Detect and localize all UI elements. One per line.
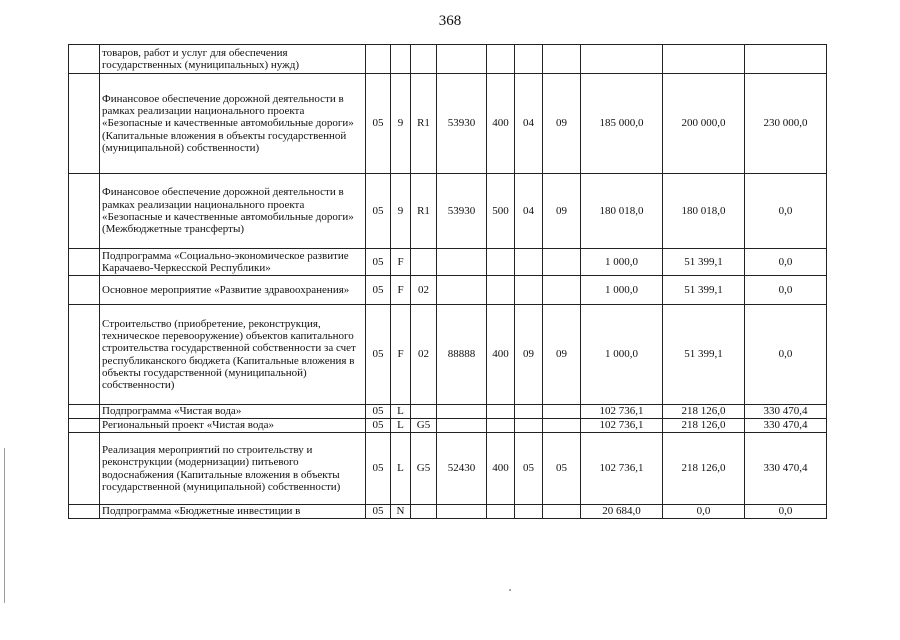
code-program: 05 <box>366 505 391 519</box>
code-expense-type <box>487 45 515 74</box>
code-subprogram: F <box>391 276 411 305</box>
code-direction <box>437 419 487 433</box>
amount-year-2: 218 126,0 <box>663 405 745 419</box>
code-expense-type <box>487 505 515 519</box>
row-name: товаров, работ и услуг для обеспечения государственных (муниципальных) нужд) <box>100 45 366 74</box>
code-subsection: 05 <box>543 433 581 505</box>
row-name: Строительство (приобретение, реконструкция, техническое перевооружение) объектов капитального строительства государственной собственности за счет республиканского бюджета (Капитальные вложения в объекты государственной (муниципальной) собственности) <box>100 305 366 405</box>
code-program: 05 <box>366 405 391 419</box>
table-row <box>69 276 827 305</box>
scan-dust-mark <box>509 589 511 591</box>
row-margin-cell <box>69 419 100 433</box>
code-subprogram <box>391 45 411 74</box>
code-direction: 53930 <box>437 74 487 174</box>
code-section: 04 <box>515 74 543 174</box>
row-name: Основное мероприятие «Развитие здравоохранения» <box>100 276 366 305</box>
code-subsection <box>543 405 581 419</box>
code-section <box>515 276 543 305</box>
row-margin-cell <box>69 433 100 505</box>
table-row <box>69 433 827 505</box>
code-direction: 88888 <box>437 305 487 405</box>
amount-year-3: 330 470,4 <box>745 405 827 419</box>
row-margin-cell <box>69 174 100 249</box>
row-name: Подпрограмма «Бюджетные инвестиции в <box>100 505 366 519</box>
code-subsection <box>543 505 581 519</box>
code-direction: 53930 <box>437 174 487 249</box>
code-section <box>515 419 543 433</box>
amount-year-3: 0,0 <box>745 305 827 405</box>
row-name: Финансовое обеспечение дорожной деятельности в рамках реализации национального проекта «Безопасные и качественные автомобильные дороги» (Капитальные вложения в объекты государственной (муниципальной) собственности) <box>100 74 366 174</box>
amount-year-1: 1 000,0 <box>581 276 663 305</box>
row-margin-cell <box>69 305 100 405</box>
code-measure <box>411 249 437 276</box>
amount-year-3: 0,0 <box>745 505 827 519</box>
code-subprogram: L <box>391 419 411 433</box>
row-margin-cell <box>69 276 100 305</box>
code-direction <box>437 249 487 276</box>
amount-year-1: 185 000,0 <box>581 74 663 174</box>
code-measure <box>411 405 437 419</box>
code-subsection: 09 <box>543 74 581 174</box>
code-section <box>515 405 543 419</box>
row-name: Реализация мероприятий по строительству и реконструкции (модернизации) питьевого водоснабжения (Капитальные вложения в объекты государственной (муниципальной) собственности) <box>100 433 366 505</box>
amount-year-3: 330 470,4 <box>745 419 827 433</box>
amount-year-1: 20 684,0 <box>581 505 663 519</box>
amount-year-2: 200 000,0 <box>663 74 745 174</box>
code-direction: 52430 <box>437 433 487 505</box>
code-program: 05 <box>366 305 391 405</box>
amount-year-1 <box>581 45 663 74</box>
amount-year-3: 330 470,4 <box>745 433 827 505</box>
code-section <box>515 249 543 276</box>
code-subsection <box>543 276 581 305</box>
amount-year-3: 0,0 <box>745 174 827 249</box>
code-subsection <box>543 45 581 74</box>
budget-table <box>68 44 827 519</box>
code-program: 05 <box>366 419 391 433</box>
row-margin-cell <box>69 45 100 74</box>
code-section <box>515 505 543 519</box>
table-row <box>69 505 827 519</box>
code-measure: G5 <box>411 433 437 505</box>
amount-year-2 <box>663 45 745 74</box>
code-subsection: 09 <box>543 174 581 249</box>
row-margin-cell <box>69 505 100 519</box>
amount-year-2: 218 126,0 <box>663 419 745 433</box>
code-program: 05 <box>366 74 391 174</box>
code-measure <box>411 505 437 519</box>
code-program: 05 <box>366 249 391 276</box>
scan-edge-mark <box>4 448 5 603</box>
table-row <box>69 74 827 174</box>
table-row <box>69 45 827 74</box>
code-subsection <box>543 249 581 276</box>
code-subprogram: F <box>391 305 411 405</box>
code-direction <box>437 45 487 74</box>
code-section <box>515 45 543 74</box>
table-row <box>69 405 827 419</box>
amount-year-1: 1 000,0 <box>581 249 663 276</box>
table-row <box>69 174 827 249</box>
code-subprogram: L <box>391 405 411 419</box>
code-direction <box>437 276 487 305</box>
table-row <box>69 249 827 276</box>
row-name: Подпрограмма «Социально-экономическое развитие Карачаево-Черкесской Республики» <box>100 249 366 276</box>
code-section: 09 <box>515 305 543 405</box>
code-expense-type: 400 <box>487 433 515 505</box>
row-name: Подпрограмма «Чистая вода» <box>100 405 366 419</box>
amount-year-2: 51 399,1 <box>663 249 745 276</box>
amount-year-2: 218 126,0 <box>663 433 745 505</box>
code-section: 04 <box>515 174 543 249</box>
amount-year-3: 0,0 <box>745 276 827 305</box>
row-margin-cell <box>69 74 100 174</box>
code-expense-type <box>487 419 515 433</box>
code-program: 05 <box>366 174 391 249</box>
code-expense-type: 400 <box>487 74 515 174</box>
code-expense-type: 400 <box>487 305 515 405</box>
amount-year-3 <box>745 45 827 74</box>
code-program <box>366 45 391 74</box>
table-row <box>69 419 827 433</box>
amount-year-2: 0,0 <box>663 505 745 519</box>
code-measure: R1 <box>411 74 437 174</box>
code-subprogram: 9 <box>391 174 411 249</box>
code-expense-type <box>487 276 515 305</box>
amount-year-2: 51 399,1 <box>663 305 745 405</box>
code-subsection <box>543 419 581 433</box>
code-measure <box>411 45 437 74</box>
code-measure: R1 <box>411 174 437 249</box>
code-expense-type <box>487 405 515 419</box>
code-section: 05 <box>515 433 543 505</box>
code-measure: 02 <box>411 276 437 305</box>
row-name: Региональный проект «Чистая вода» <box>100 419 366 433</box>
amount-year-3: 230 000,0 <box>745 74 827 174</box>
code-subprogram: L <box>391 433 411 505</box>
code-expense-type: 500 <box>487 174 515 249</box>
amount-year-1: 180 018,0 <box>581 174 663 249</box>
code-subprogram: F <box>391 249 411 276</box>
row-margin-cell <box>69 405 100 419</box>
code-measure: 02 <box>411 305 437 405</box>
code-program: 05 <box>366 433 391 505</box>
amount-year-1: 1 000,0 <box>581 305 663 405</box>
code-subprogram: N <box>391 505 411 519</box>
code-direction <box>437 505 487 519</box>
amount-year-1: 102 736,1 <box>581 419 663 433</box>
code-expense-type <box>487 249 515 276</box>
table-row <box>69 305 827 405</box>
page-number: 368 <box>438 13 462 29</box>
amount-year-1: 102 736,1 <box>581 433 663 505</box>
code-subsection: 09 <box>543 305 581 405</box>
amount-year-1: 102 736,1 <box>581 405 663 419</box>
code-subprogram: 9 <box>391 74 411 174</box>
amount-year-3: 0,0 <box>745 249 827 276</box>
code-direction <box>437 405 487 419</box>
amount-year-2: 51 399,1 <box>663 276 745 305</box>
row-name: Финансовое обеспечение дорожной деятельности в рамках реализации национального проекта «Безопасные и качественные автомобильные дороги» (Межбюджетные трансферты) <box>100 174 366 249</box>
row-margin-cell <box>69 249 100 276</box>
amount-year-2: 180 018,0 <box>663 174 745 249</box>
code-program: 05 <box>366 276 391 305</box>
code-measure: G5 <box>411 419 437 433</box>
